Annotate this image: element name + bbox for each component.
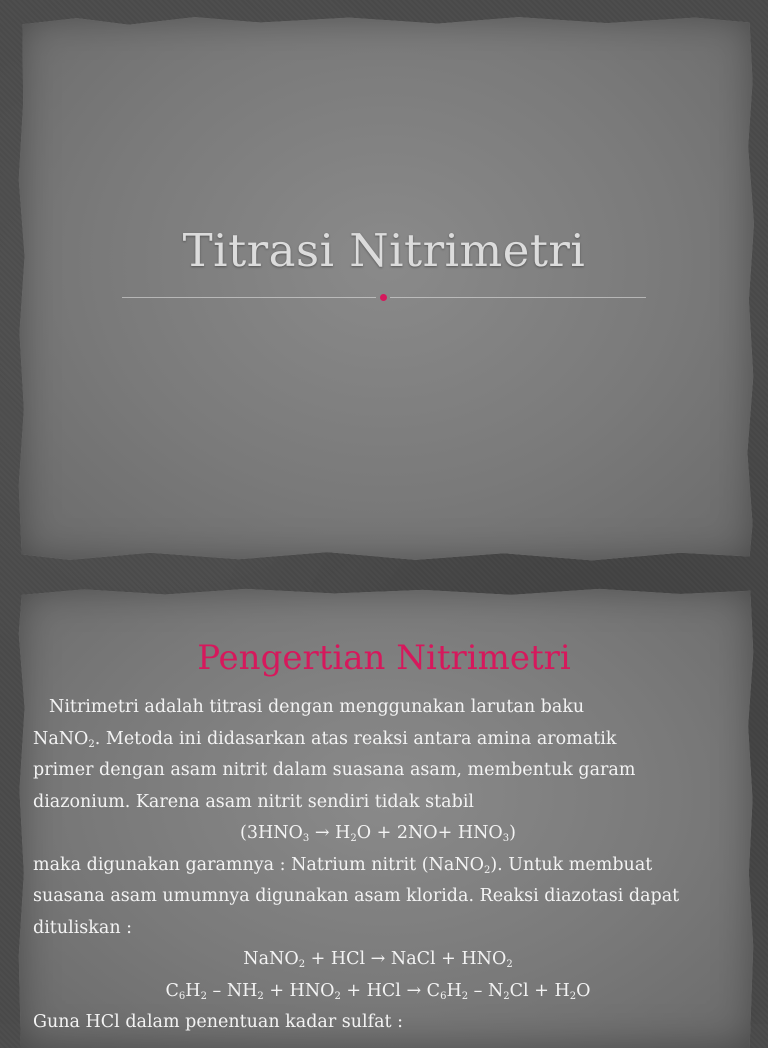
- body-line: Guna HCl dalam penentuan kadar sulfat :: [33, 1012, 404, 1032]
- equation-line: NaNO$_2$ + HCl → NaCl + $HNO_2$: [243, 949, 513, 970]
- title-slide: [18, 16, 754, 562]
- title-divider-dot: [380, 294, 387, 301]
- body-line: NaNO$_2$. Metoda ini didasarkan atas reaksi antara amina aromatik: [33, 728, 617, 750]
- body-line: suasana asam umumnya digunakan asam klorida. Reaksi diazotasi dapat: [33, 886, 680, 906]
- body-line: primer dengan asam nitrit dalam suasana asam, membentuk garam: [33, 760, 636, 780]
- slide-body: [33, 692, 723, 1039]
- body-line: diazonium. Karena asam nitrit sendiri tidak stabil: [33, 791, 475, 812]
- slide-heading: Pengertian Nitrimetri: [197, 638, 571, 678]
- title-divider-right: [390, 297, 646, 298]
- body-line: Nitrimetri adalah titrasi dengan menggunakan larutan baku: [49, 697, 585, 717]
- equation-line: $C_6H_2 - NH_2 + HNO_2$ + HCl → $C_6H_2 - N_2Cl + H_2O$: [165, 980, 591, 1002]
- title-divider-left: [122, 297, 376, 298]
- body-line: maka digunakan garamnya : Natrium nitrit (NaNO$_2$). Untuk membuat: [33, 854, 653, 876]
- body-line: dituliskan :: [33, 917, 133, 938]
- slide-title: Titrasi Nitrimetri: [182, 224, 586, 277]
- equation-line: $(3HNO_3 \to H_2O + 2NO+ HNO_3)$: [240, 823, 516, 844]
